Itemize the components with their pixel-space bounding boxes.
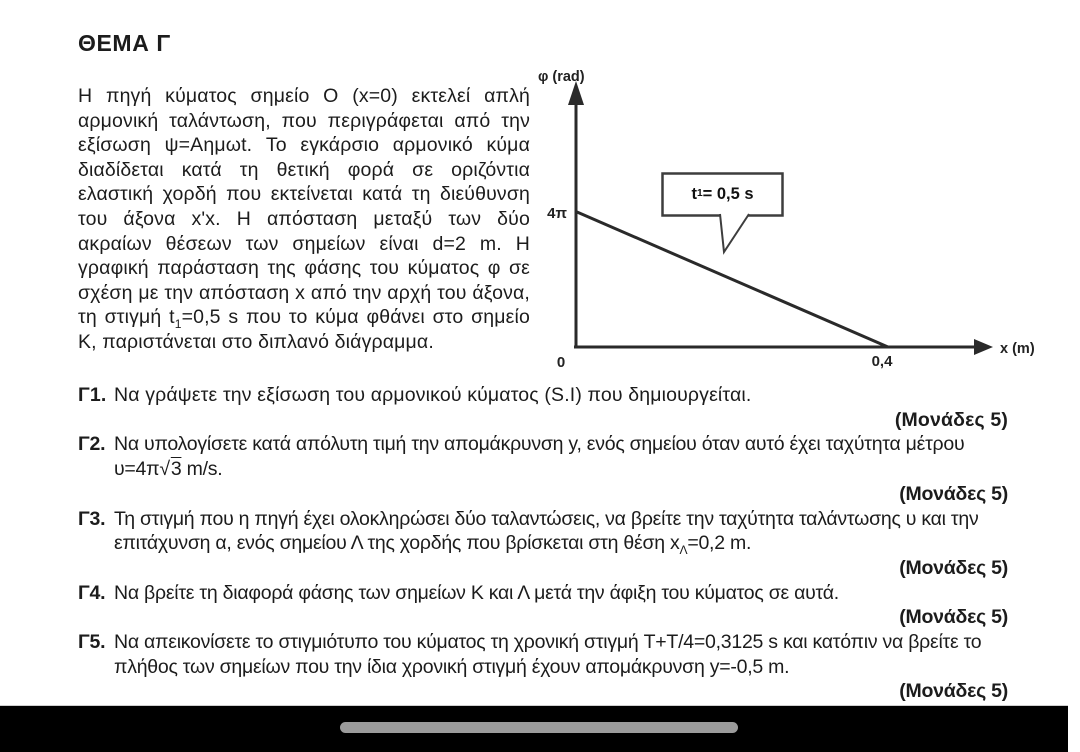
- phase-diagram-canvas: [530, 55, 1080, 380]
- phase-diagram: [530, 55, 1080, 380]
- questions-list: [78, 383, 1008, 704]
- question-label: Γ3.: [78, 507, 106, 530]
- question-label: Γ5.: [78, 631, 106, 654]
- question-label: Γ1.: [78, 384, 107, 406]
- question-text: Να βρείτε τη διαφορά φάσης των σημείων Κ και Λ μετά την άφιξη του κύματος σε αυτά.: [114, 581, 839, 604]
- points-label: (Μονάδες 5): [899, 606, 1008, 629]
- question-label: Γ2.: [78, 433, 106, 456]
- question-g3: [78, 507, 1008, 581]
- y-tick-4pi: 4π: [547, 205, 567, 222]
- question-text: Τη στιγμή που η πηγή έχει ολοκληρώσει δύο ταλαντώσεις, να βρείτε την ταχύτητα ταλάντωσης υ και την επιτάχυνση α, ενός σημείου Λ της χορδής που βρίσκεται στη θέση $x_\Lambda=0,2$ m.: [114, 507, 979, 558]
- x-axis-label: x (m): [1000, 341, 1035, 357]
- question-text: Να απεικονίσετε το στιγμιότυπο του κύματος τη χρονική στιγμή T+T/4=0,3125 s και κατόπιν να βρείτε το πλήθος των σημείων που την ίδια χρονική στιγμή έχουν απομάκρυνση y=-0,5 m.: [114, 631, 982, 678]
- question-g5: [78, 630, 1008, 704]
- x-tick-04: 0,4: [871, 353, 893, 370]
- points-label: (Μονάδες 5): [899, 556, 1008, 579]
- question-g4: [78, 581, 1008, 630]
- points-label: (Μονάδες 5): [899, 680, 1008, 703]
- callout-label: t 1 = 0,5 s: [691, 184, 754, 203]
- question-text: Να γράψετε την εξίσωση του αρμονικού κύματος (S.I) που δημιουργείται.: [114, 384, 752, 406]
- points-label: (Μονάδες 5): [894, 408, 1008, 431]
- question-text: Να υπολογίσετε κατά απόλυτη τιμή την απομάκρυνση y, ενός σημείου όταν αυτό έχει ταχύτητα μέτρου υ=4π√3 m/s.: [114, 433, 965, 481]
- points-label: (Μονάδες 5): [899, 482, 1008, 505]
- question-label: Γ4.: [78, 581, 106, 604]
- y-axis-label: φ (rad): [538, 69, 585, 85]
- intro-paragraph: Η πηγή κύματος σημείο Ο (x=0) εκτελεί απλή αρμονική ταλάντωση, που περιγράφεται από την εξίσωση ψ=Αημωt. Το εγκάρσιο αρμονικό κύμα διαδίδεται κατά τη θετική φορά σε οριζόντια ελαστική χορδή που εκτείνεται κατά τη διεύθυνση του άξονα x'x. Η απόσταση μεταξύ των δύο ακραίων θέσεων των σημείων είναι d=2 m. Η γραφική παράσταση της φάσης του κύματος φ σε σχέση με την απόσταση x από την αρχή του άξονα, τη στιγμή $t_1=0,5$ s που το κύμα φθάνει στο σημείο Κ, παριστάνεται στο διπλανό διάγραμμα.: [78, 85, 530, 353]
- page-title: ΘΕΜΑ Γ: [78, 30, 171, 56]
- question-g2: [78, 432, 1008, 506]
- origin-label: 0: [556, 354, 566, 371]
- scroll-handle[interactable]: [340, 722, 738, 733]
- callout-tail: [720, 214, 749, 252]
- x-axis-arrowhead: [974, 339, 993, 355]
- question-g1: [78, 383, 1008, 432]
